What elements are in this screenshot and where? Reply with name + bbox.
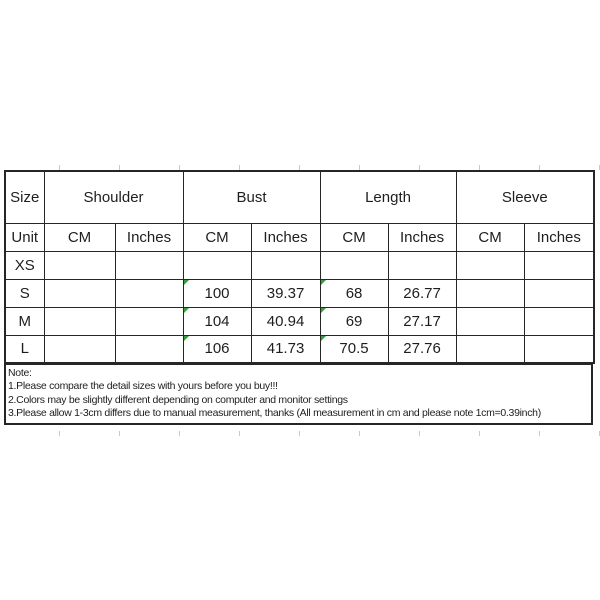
cell-xs-size: XS [5,251,44,279]
col-header-shoulder: Shoulder [44,171,183,223]
cell-s-bust-inches: 39.37 [251,279,320,307]
comment-marker-icon [184,308,189,313]
cell-m-shoulder-cm [44,307,115,335]
size-chart-table [4,170,595,364]
cell-l-sleeve-cm [456,335,524,363]
cell-value: 100 [204,284,230,302]
cell-m-length-cm [320,307,388,335]
comment-marker-icon [321,308,326,313]
unit-header: Unit [5,223,44,251]
cell-value: 70.5 [339,340,369,358]
cell-s-sleeve-cm [456,279,524,307]
cell-xs-length-cm [320,251,388,279]
notes-title: Note: [8,366,32,379]
unit-row [5,223,594,251]
cell-s-size: S [5,279,44,307]
table-row-s [5,279,594,307]
unit-cell-length-cm: CM [320,223,388,251]
unit-cell-length-inches: Inches [388,223,456,251]
col-header-sleeve: Sleeve [456,171,594,223]
cell-xs-bust-inches [251,251,320,279]
cell-m-sleeve-cm [456,307,524,335]
cell-xs-sleeve-cm [456,251,524,279]
cell-xs-length-inches [388,251,456,279]
cell-l-sleeve-inches [524,335,594,363]
unit-cell-sleeve-cm: CM [456,223,524,251]
size-chart-sheet [4,170,593,425]
cell-m-sleeve-inches [524,307,594,335]
cell-s-bust-cm [183,279,251,307]
gridline-ticks-bottom [0,431,600,436]
cell-s-sleeve-inches [524,279,594,307]
cell-s-length-cm [320,279,388,307]
col-header-length: Length [320,171,456,223]
cell-l-bust-cm [183,335,251,363]
cell-l-length-inches: 27.76 [388,335,456,363]
cell-m-size: M [5,307,44,335]
cell-l-shoulder-inches [115,335,183,363]
unit-cell-shoulder-inches: Inches [115,223,183,251]
cell-l-length-cm [320,335,388,363]
cell-s-shoulder-cm [44,279,115,307]
note-line: 3.Please allow 1-3cm differs due to manual measurement, thanks (All measurement in cm and please note 1cm=0.39inch) [8,407,541,420]
cell-xs-shoulder-cm [44,251,115,279]
comment-marker-icon [184,336,189,341]
cell-s-shoulder-inches [115,279,183,307]
cell-l-shoulder-cm [44,335,115,363]
col-header-bust: Bust [183,171,320,223]
table-row-l [5,335,594,363]
cell-m-shoulder-inches [115,307,183,335]
notes-box [4,363,593,425]
cell-value: 106 [204,340,230,358]
cell-value: 68 [345,284,363,302]
table-row-xs [5,251,594,279]
note-line: 2.Colors may be slightly different depending on computer and monitor settings [8,393,348,406]
table-row-m [5,307,594,335]
unit-cell-sleeve-inches: Inches [524,223,594,251]
cell-m-bust-inches: 40.94 [251,307,320,335]
header-row [5,171,594,223]
cell-s-length-inches: 26.77 [388,279,456,307]
comment-marker-icon [321,336,326,341]
comment-marker-icon [321,280,326,285]
cell-value: 104 [204,312,230,330]
cell-xs-shoulder-inches [115,251,183,279]
unit-cell-shoulder-cm: CM [44,223,115,251]
cell-l-bust-inches: 41.73 [251,335,320,363]
comment-marker-icon [184,280,189,285]
corner-header-size: Size [5,171,44,223]
unit-cell-bust-inches: Inches [251,223,320,251]
cell-value: 69 [345,312,363,330]
cell-xs-sleeve-inches [524,251,594,279]
cell-xs-bust-cm [183,251,251,279]
cell-m-length-inches: 27.17 [388,307,456,335]
cell-l-size: L [5,335,44,363]
cell-m-bust-cm [183,307,251,335]
note-line: 1.Please compare the detail sizes with yours before you buy!!! [8,380,278,393]
unit-cell-bust-cm: CM [183,223,251,251]
